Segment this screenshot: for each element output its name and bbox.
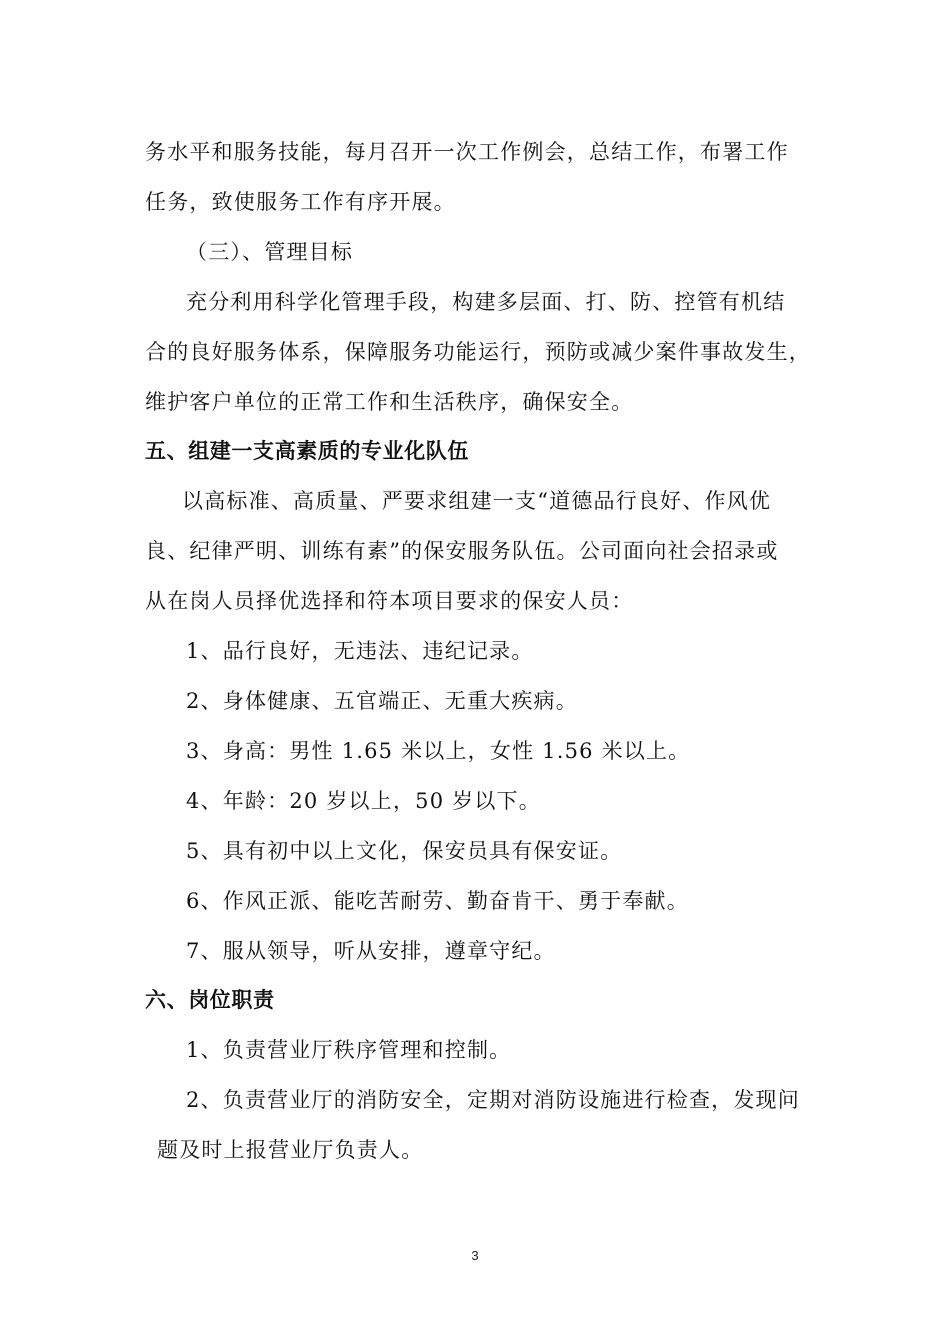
paragraph-line: 合的良好服务体系，保障服务功能运行，预防或减少案件事故发生，: [145, 340, 811, 364]
section-heading: 五、组建一支高素质的专业化队伍: [145, 439, 469, 463]
list-item: 7、服从领导，听从安排，遵章守纪。: [186, 939, 556, 963]
paragraph-line: 以高标准、高质量、严要求组建一支“道德品行良好、作风优: [182, 489, 772, 513]
page-number: 3: [471, 1248, 479, 1263]
list-item: 4、年龄：20 岁以上，50 岁以下。: [186, 789, 541, 813]
list-item: 6、作风正派、能吃苦耐劳、勤奋肯干、勇于奉献。: [186, 889, 689, 913]
paragraph-line: 充分利用科学化管理手段，构建多层面、打、防、控管有机结: [186, 290, 786, 314]
list-item: 1、品行良好，无违法、违纪记录。: [186, 639, 534, 663]
paragraph-line: 题及时上报营业厅负责人。: [157, 1138, 424, 1162]
paragraph-line: 良、纪律严明、训练有素”的保安服务队伍。公司面向社会招录或: [145, 539, 779, 563]
list-item: 3、身高：男性 1.65 米以上，女性 1.56 米以上。: [186, 739, 691, 763]
section-heading: 六、岗位职责: [145, 988, 275, 1012]
paragraph-line: 维护客户单位的正常工作和生活秩序，确保安全。: [145, 390, 634, 414]
subsection-heading: （三）、管理目标: [186, 240, 354, 264]
list-item: 2、负责营业厅的消防安全，定期对消防设施进行检查，发现问: [186, 1088, 800, 1112]
list-item: 1、负责营业厅秩序管理和控制。: [186, 1038, 512, 1062]
paragraph-line: 务水平和服务技能，每月召开一次工作例会，总结工作，布署工作: [145, 140, 789, 164]
list-item: 5、具有初中以上文化，保安员具有保安证。: [186, 839, 623, 863]
paragraph-line: 从在岗人员择优选择和符本项目要求的保安人员：: [145, 589, 634, 613]
list-item: 2、身体健康、五官端正、无重大疾病。: [186, 689, 578, 713]
paragraph-line: 任务，致使服务工作有序开展。: [145, 190, 456, 214]
